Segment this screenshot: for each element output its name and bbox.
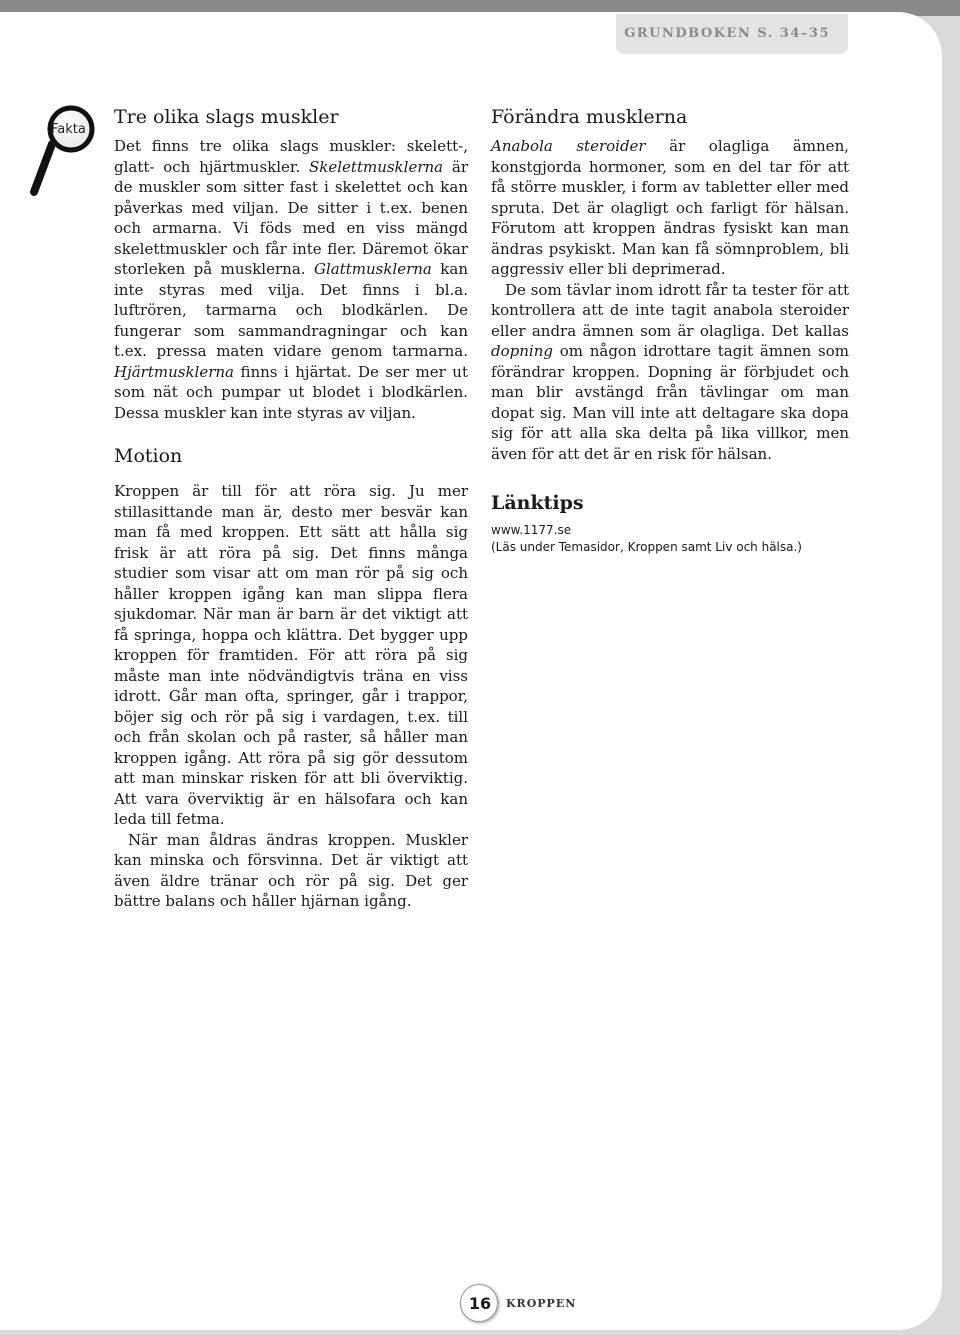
footer-label: KROPPEN (506, 1297, 577, 1310)
link-note: (Läs under Temasidor, Kroppen samt Liv och hälsa.) (491, 540, 802, 554)
section-title-muskler: Tre olika slags muskler (114, 106, 339, 128)
section-title-lanktips: Länktips (491, 492, 584, 514)
paragraph-motion-2: När man åldras ändras kroppen. Muskler kan minska och försvinna. Det är viktigt att även äldre tränar och rör på sig. Det ger bättre balans och håller hjärnan igång. (114, 830, 468, 910)
left-column (114, 104, 468, 912)
paragraph-muskler: Det finns tre olika slags muskler: skelett-, glatt- och hjärtmuskler. Skelettmusklerna är de muskler som sitter fast i skelettet och kan påverkas med viljan. De sitter i t.ex. benen och armarna. Vi föds med en viss mängd skelettmuskler och får inte fler. Däremot ökar storleken på musklerna. Glattmusklerna kan inte styras med vilja. Det finns i bl.a. luftrören, tarmarna och blodkärlen. De fungerar som sammandragningar och kan t.ex. pressa maten vidare genom tarmarna. Hjärtmusklerna finns i hjärtat. De ser mer ut som nät och pumpar ut blodet i blodkärlen. Dessa muskler kan inte styras av viljan. (114, 137, 468, 422)
paragraph-steroider: Anabola steroider är olagliga ämnen, konstgjorda hormoner, som en del tar för att få större muskler, i form av tabletter eller med spruta. Det är olagligt och farligt för hälsan. Förutom att kroppen ändras fysiskt kan man ändras psykiskt. Man kan få sömnproblem, bli aggressiv eller bli deprimerad. (491, 137, 849, 278)
paragraph-motion-1: Kroppen är till för att röra sig. Ju mer stillasittande man är, desto mer besvär kan man få med kroppen. Ett sätt att hålla sig frisk är att röra på sig. Det finns många studier som visar att om man rör på sig och håller kroppen igång kan man slippa flera sjukdomar. När man är barn är det viktigt att få springa, hoppa och klättra. Det bygger upp kroppen för framtiden. För att röra på sig måste man inte nödvändigtvis träna en viss idrott. Går man ofta, springer, går i trappor, böjer sig och rör på sig i vardagen, t.ex. till och från skolan och på raster, så håller man kroppen igång. Att röra på sig gör dessutom att man minskar risken för att bli överviktig. Att vara överviktig är en hälsofara och kan leda till fetma. (114, 482, 468, 828)
reference-label: GRUNDBOKEN S. 34–35 (624, 26, 830, 41)
page-number-badge (460, 1284, 498, 1322)
right-column (491, 104, 849, 556)
section-title-motion: Motion (114, 445, 183, 467)
link-url[interactable]: www.1177.se (491, 523, 572, 537)
fakta-label: Fakta (51, 122, 86, 137)
reference-tab (616, 14, 848, 54)
section-title-forandra: Förändra musklerna (491, 106, 688, 128)
page-number: 16 (468, 1294, 492, 1313)
magnifier-icon (28, 104, 128, 204)
paragraph-dopning: De som tävlar inom idrott får ta tester för att kontrollera att de inte tagit anabola steroider eller andra ämnen som är olagliga. Det kallas dopning om någon idrottare tagit ämnen som förändrar kroppen. Dopning är förbjudet och man blir avstängd från tävlingar om man dopat sig. Man vill inte att deltagare ska dopa sig för att alla ska delta på lika villkor, men även för att det är en risk för hälsan. (491, 280, 849, 463)
